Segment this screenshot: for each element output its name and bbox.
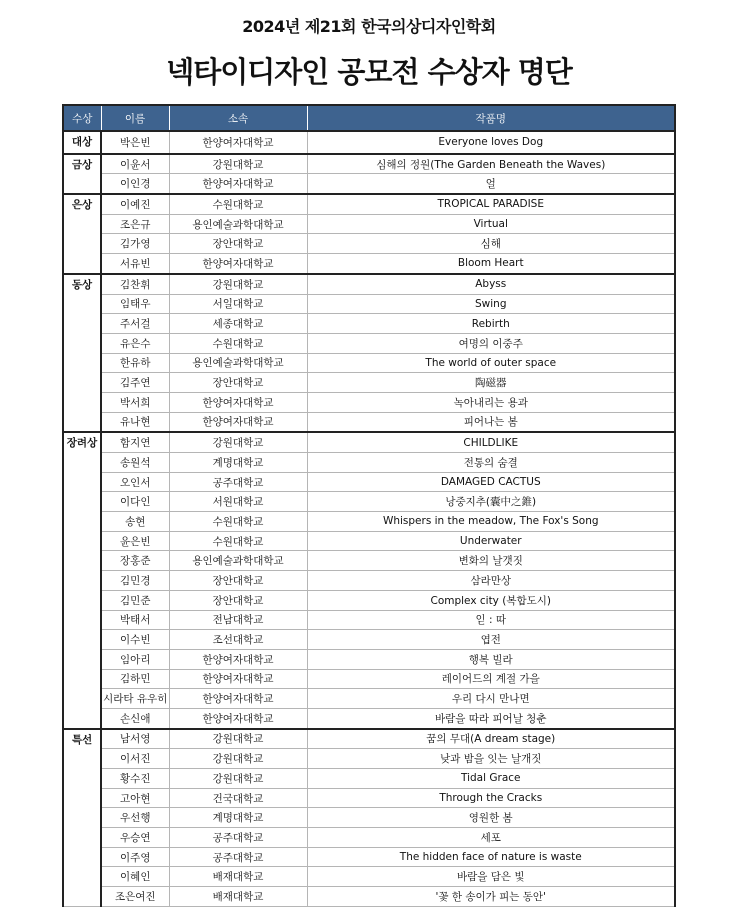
table-row bbox=[63, 610, 675, 630]
work-title-cell: 세포 bbox=[307, 828, 675, 848]
school-cell: 장안대학교 bbox=[169, 373, 307, 393]
work-title-cell: Swing bbox=[307, 294, 675, 314]
school-cell: 세종대학교 bbox=[169, 314, 307, 334]
table-row bbox=[63, 551, 675, 571]
school-cell: 배재대학교 bbox=[169, 867, 307, 887]
winner-name-cell: 박서희 bbox=[101, 392, 169, 412]
school-cell: 한양여자대학교 bbox=[169, 669, 307, 689]
work-title-cell: 엽전 bbox=[307, 630, 675, 650]
school-cell: 장안대학교 bbox=[169, 590, 307, 610]
winner-name-cell: 조은여진 bbox=[101, 887, 169, 907]
school-cell: 한양여자대학교 bbox=[169, 689, 307, 709]
winner-name-cell: 임아리 bbox=[101, 649, 169, 669]
school-cell: 한양여자대학교 bbox=[169, 649, 307, 669]
winner-name-cell: 김민경 bbox=[101, 571, 169, 591]
page-title: 넥타이디자인 공모전 수상자 명단 bbox=[166, 55, 572, 89]
school-cell: 장안대학교 bbox=[169, 571, 307, 591]
winner-name-cell: 이인경 bbox=[101, 174, 169, 194]
school-cell: 배재대학교 bbox=[169, 887, 307, 907]
column-header-work: 작품명 bbox=[307, 105, 675, 131]
table-row bbox=[63, 729, 675, 749]
school-cell: 강원대학교 bbox=[169, 769, 307, 789]
winner-name-cell: 김찬휘 bbox=[101, 274, 169, 294]
work-title-cell: Everyone loves Dog bbox=[307, 131, 675, 154]
winner-name-cell: 이윤서 bbox=[101, 154, 169, 174]
school-cell: 한양여자대학교 bbox=[169, 174, 307, 194]
table-row bbox=[63, 314, 675, 334]
table-row bbox=[63, 828, 675, 848]
work-title-cell: 낭중지추(囊中之錐) bbox=[307, 492, 675, 512]
school-cell: 수원대학교 bbox=[169, 531, 307, 551]
winner-name-cell: 우승연 bbox=[101, 828, 169, 848]
work-title-cell: 우리 다시 만나면 bbox=[307, 689, 675, 709]
work-title-cell: 심해 bbox=[307, 234, 675, 254]
school-cell: 강원대학교 bbox=[169, 749, 307, 769]
work-title-cell: 꿈의 무대(A dream stage) bbox=[307, 729, 675, 749]
table-row bbox=[63, 630, 675, 650]
work-title-cell: Through the Cracks bbox=[307, 788, 675, 808]
work-title-cell: The hidden face of nature is waste bbox=[307, 847, 675, 867]
winner-name-cell: 김하민 bbox=[101, 669, 169, 689]
table-row bbox=[63, 531, 675, 551]
table-body bbox=[63, 131, 675, 906]
table-row bbox=[63, 274, 675, 294]
school-cell: 한양여자대학교 bbox=[169, 412, 307, 432]
winner-name-cell: 이예진 bbox=[101, 194, 169, 214]
school-cell: 공주대학교 bbox=[169, 472, 307, 492]
winner-name-cell: 윤은빈 bbox=[101, 531, 169, 551]
winner-name-cell: 주서걸 bbox=[101, 314, 169, 334]
table-row bbox=[63, 867, 675, 887]
winner-name-cell: 한유하 bbox=[101, 353, 169, 373]
winner-name-cell: 장홍준 bbox=[101, 551, 169, 571]
school-cell: 전남대학교 bbox=[169, 610, 307, 630]
winner-name-cell: 이다인 bbox=[101, 492, 169, 512]
winner-name-cell: 손신애 bbox=[101, 708, 169, 728]
winner-name-cell: 오인서 bbox=[101, 472, 169, 492]
winner-name-cell: 이수빈 bbox=[101, 630, 169, 650]
work-title-cell: 낮과 밤을 잇는 날개짓 bbox=[307, 749, 675, 769]
table-row bbox=[63, 887, 675, 907]
table-row bbox=[63, 788, 675, 808]
table-row bbox=[63, 492, 675, 512]
school-cell: 장안대학교 bbox=[169, 234, 307, 254]
work-title-cell: 읻 : 따 bbox=[307, 610, 675, 630]
table-row bbox=[63, 412, 675, 432]
work-title-cell: CHILDLIKE bbox=[307, 432, 675, 452]
winner-name-cell: 이주영 bbox=[101, 847, 169, 867]
winner-name-cell: 유나현 bbox=[101, 412, 169, 432]
winner-name-cell: 김가영 bbox=[101, 234, 169, 254]
table-row bbox=[63, 749, 675, 769]
column-header-name: 이름 bbox=[101, 105, 169, 131]
school-cell: 한양여자대학교 bbox=[169, 131, 307, 154]
table-row bbox=[63, 808, 675, 828]
work-title-cell: 삼라만상 bbox=[307, 571, 675, 591]
table-row bbox=[63, 194, 675, 214]
header-row bbox=[63, 105, 675, 131]
table-row bbox=[63, 669, 675, 689]
school-cell: 용인예술과학대학교 bbox=[169, 214, 307, 234]
work-title-cell: 바람을 담은 빛 bbox=[307, 867, 675, 887]
school-cell: 강원대학교 bbox=[169, 432, 307, 452]
winner-name-cell: 서유빈 bbox=[101, 254, 169, 274]
table-row bbox=[63, 453, 675, 473]
table-row bbox=[63, 214, 675, 234]
work-title-cell: 피어나는 봄 bbox=[307, 412, 675, 432]
school-cell: 강원대학교 bbox=[169, 274, 307, 294]
winner-name-cell: 박은빈 bbox=[101, 131, 169, 154]
table-row bbox=[63, 392, 675, 412]
work-title-cell: 바람을 따라 피어날 청춘 bbox=[307, 708, 675, 728]
work-title-cell: 심해의 정원(The Garden Beneath the Waves) bbox=[307, 154, 675, 174]
award-level-cell: 특선 bbox=[63, 729, 101, 907]
school-cell: 계명대학교 bbox=[169, 453, 307, 473]
award-level-cell: 동상 bbox=[63, 274, 101, 433]
table-row bbox=[63, 472, 675, 492]
school-cell: 수원대학교 bbox=[169, 194, 307, 214]
work-title-cell: Bloom Heart bbox=[307, 254, 675, 274]
winner-name-cell: 남서영 bbox=[101, 729, 169, 749]
table-row bbox=[63, 649, 675, 669]
table-row bbox=[63, 131, 675, 154]
table-row bbox=[63, 689, 675, 709]
work-title-cell: The world of outer space bbox=[307, 353, 675, 373]
school-cell: 공주대학교 bbox=[169, 847, 307, 867]
work-title-cell: Rebirth bbox=[307, 314, 675, 334]
winner-name-cell: 이서진 bbox=[101, 749, 169, 769]
table-row bbox=[63, 174, 675, 194]
work-title-cell: '꽃 한 송이가 피는 동안' bbox=[307, 887, 675, 907]
winner-name-cell: 조은규 bbox=[101, 214, 169, 234]
school-cell: 건국대학교 bbox=[169, 788, 307, 808]
award-level-cell: 대상 bbox=[63, 131, 101, 154]
school-cell: 수원대학교 bbox=[169, 333, 307, 353]
winner-name-cell: 함지연 bbox=[101, 432, 169, 452]
table-row bbox=[63, 432, 675, 452]
school-cell: 서일대학교 bbox=[169, 294, 307, 314]
work-title-cell: 陶磁器 bbox=[307, 373, 675, 393]
table-row bbox=[63, 571, 675, 591]
school-cell: 강원대학교 bbox=[169, 729, 307, 749]
winner-name-cell: 김주연 bbox=[101, 373, 169, 393]
column-header-award: 수상 bbox=[63, 105, 101, 131]
work-title-cell: 녹아내리는 용과 bbox=[307, 392, 675, 412]
column-header-school: 소속 bbox=[169, 105, 307, 131]
winner-name-cell: 김민준 bbox=[101, 590, 169, 610]
award-level-cell: 금상 bbox=[63, 154, 101, 194]
school-cell: 용인예술과학대학교 bbox=[169, 551, 307, 571]
table-row bbox=[63, 512, 675, 532]
school-cell: 조선대학교 bbox=[169, 630, 307, 650]
winner-name-cell: 황수진 bbox=[101, 769, 169, 789]
school-cell: 서원대학교 bbox=[169, 492, 307, 512]
work-title-cell: TROPICAL PARADISE bbox=[307, 194, 675, 214]
page-subtitle: 2024년 제21회 한국의상디자인학회 bbox=[242, 17, 496, 36]
school-cell: 강원대학교 bbox=[169, 154, 307, 174]
work-title-cell: 여명의 이중주 bbox=[307, 333, 675, 353]
work-title-cell: Whispers in the meadow, The Fox's Song bbox=[307, 512, 675, 532]
table-row bbox=[63, 254, 675, 274]
table-header bbox=[63, 105, 675, 131]
work-title-cell: Abyss bbox=[307, 274, 675, 294]
school-cell: 한양여자대학교 bbox=[169, 708, 307, 728]
work-title-cell: Complex city (복합도시) bbox=[307, 590, 675, 610]
work-title-cell: Underwater bbox=[307, 531, 675, 551]
work-title-cell: 영원한 봄 bbox=[307, 808, 675, 828]
school-cell: 공주대학교 bbox=[169, 828, 307, 848]
winner-name-cell: 고아현 bbox=[101, 788, 169, 808]
table-row bbox=[63, 353, 675, 373]
table-row bbox=[63, 708, 675, 728]
table-row bbox=[63, 847, 675, 867]
winner-name-cell: 송원석 bbox=[101, 453, 169, 473]
table-row bbox=[63, 154, 675, 174]
work-title-cell: 얼 bbox=[307, 174, 675, 194]
school-cell: 수원대학교 bbox=[169, 512, 307, 532]
work-title-cell: 변화의 날갯짓 bbox=[307, 551, 675, 571]
school-cell: 용인예술과학대학교 bbox=[169, 353, 307, 373]
winner-name-cell: 임태우 bbox=[101, 294, 169, 314]
work-title-cell: 행복 빌라 bbox=[307, 649, 675, 669]
winner-name-cell: 유은수 bbox=[101, 333, 169, 353]
table-row bbox=[63, 234, 675, 254]
winners-table bbox=[62, 104, 676, 907]
table-row bbox=[63, 590, 675, 610]
work-title-cell: Virtual bbox=[307, 214, 675, 234]
winner-name-cell: 송현 bbox=[101, 512, 169, 532]
work-title-cell: 레이어드의 계절 가을 bbox=[307, 669, 675, 689]
table-row bbox=[63, 333, 675, 353]
work-title-cell: DAMAGED CACTUS bbox=[307, 472, 675, 492]
table-row bbox=[63, 769, 675, 789]
work-title-cell: 전통의 숨결 bbox=[307, 453, 675, 473]
winner-name-cell: 우선행 bbox=[101, 808, 169, 828]
school-cell: 한양여자대학교 bbox=[169, 392, 307, 412]
school-cell: 계명대학교 bbox=[169, 808, 307, 828]
school-cell: 한양여자대학교 bbox=[169, 254, 307, 274]
table-row bbox=[63, 294, 675, 314]
winner-name-cell: 박태서 bbox=[101, 610, 169, 630]
award-level-cell: 은상 bbox=[63, 194, 101, 274]
winner-name-cell: 이혜인 bbox=[101, 867, 169, 887]
award-level-cell: 장려상 bbox=[63, 432, 101, 728]
work-title-cell: Tidal Grace bbox=[307, 769, 675, 789]
winner-name-cell: 시라타 유우히 bbox=[101, 689, 169, 709]
table-row bbox=[63, 373, 675, 393]
